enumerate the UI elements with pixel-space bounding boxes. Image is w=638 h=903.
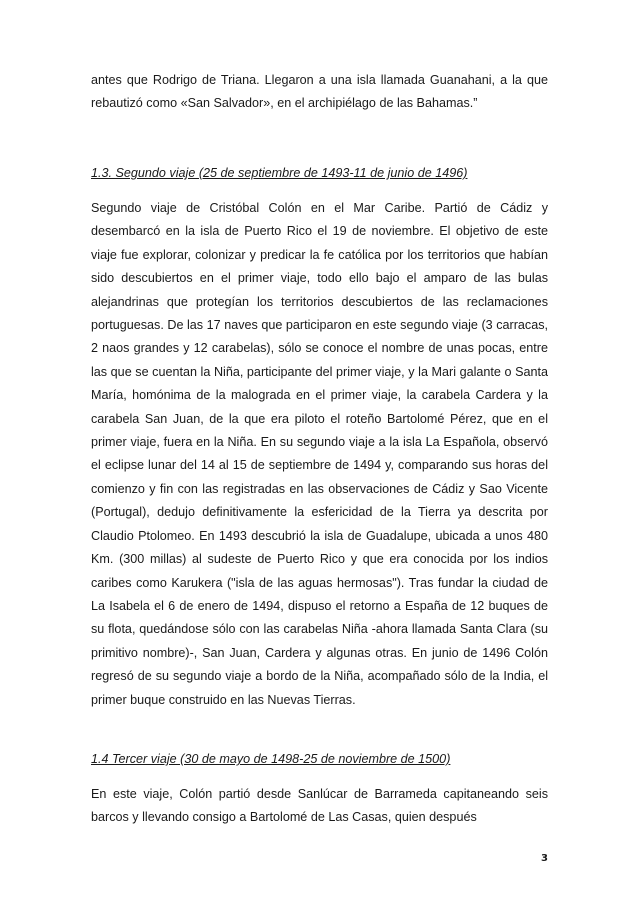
continuation-paragraph: antes que Rodrigo de Triana. Llegaron a una isla llamada Guanahani, a la que rebautizó como «San Salvador», en el archipiélago de las Bahamas.” xyxy=(91,73,548,111)
section-body-segundo-viaje: Segundo viaje de Cristóbal Colón en el Mar Caribe. Partió de Cádiz y desembarcó en la isla de Puerto Rico el 19 de noviembre. El objetivo de este viaje fue explorar, colonizar y predicar la fe católica por los territorios que habían sido descubiertos en el primer viaje, todo ello bajo el amparo de las bulas alejandrinas que protegían los territorios descubiertos de las reclamaciones portuguesas. De las 17 naves que participaron en este segundo viaje (3 carracas, 2 naos grandes y 12 carabelas), sólo se conoce el nombre de unas pocas, entre las que se cuentan la Niña, participante del primer viaje, y la Mari galante o Santa María, homónima de la malograda en el primer viaje, la carabela Cardera y la carabela San Juan, de la que era piloto el roteño Bartolomé Pérez, que en el primer viaje, fuera en la Niña. En su segundo viaje a la isla La Española, observó el eclipse lunar del 14 al 15 de septiembre de 1494 y, comparando sus horas del comienzo y fin con las registradas en las observaciones de Cádiz y Sao Vicente (Portugal), dedujo definitivamente la esfericidad de la Tierra ya descrita por Claudio Ptolomeo. En 1493 descubrió la isla de Guadalupe, ubicada a unos 480 Km. (300 millas) al sudeste de Puerto Rico y que era conocida por los indios caribes como Karukera ("isla de las aguas hermosas"). Tras fundar la ciudad de La Isabela el 6 de enero de 1494, dispuso el retorno a España de 12 buques de su flota, quedándose sólo con las carabelas Niña -ahora llamada Santa Clara (su primitivo nombre)-, San Juan, Cardera y algunas otras. En junio de 1496 Colón regresó de su segundo viaje a bordo de la Niña, acompañado sólo de la India, el primer buque construido en las Nuevas Tierras. xyxy=(91,201,548,707)
section-body-tercer-viaje: En este viaje, Colón partió desde Sanlúcar de Barrameda capitaneando seis barcos y llevando consigo a Bartolomé de Las Casas, quien después xyxy=(91,787,548,825)
section-heading-tercer-viaje: 1.4 Tercer viaje (30 de mayo de 1498-25 de noviembre de 1500) xyxy=(91,752,451,766)
section-heading-segundo-viaje: 1.3. Segundo viaje (25 de septiembre de 1493-11 de junio de 1496) xyxy=(91,166,468,180)
page-number: 3 xyxy=(541,853,548,864)
